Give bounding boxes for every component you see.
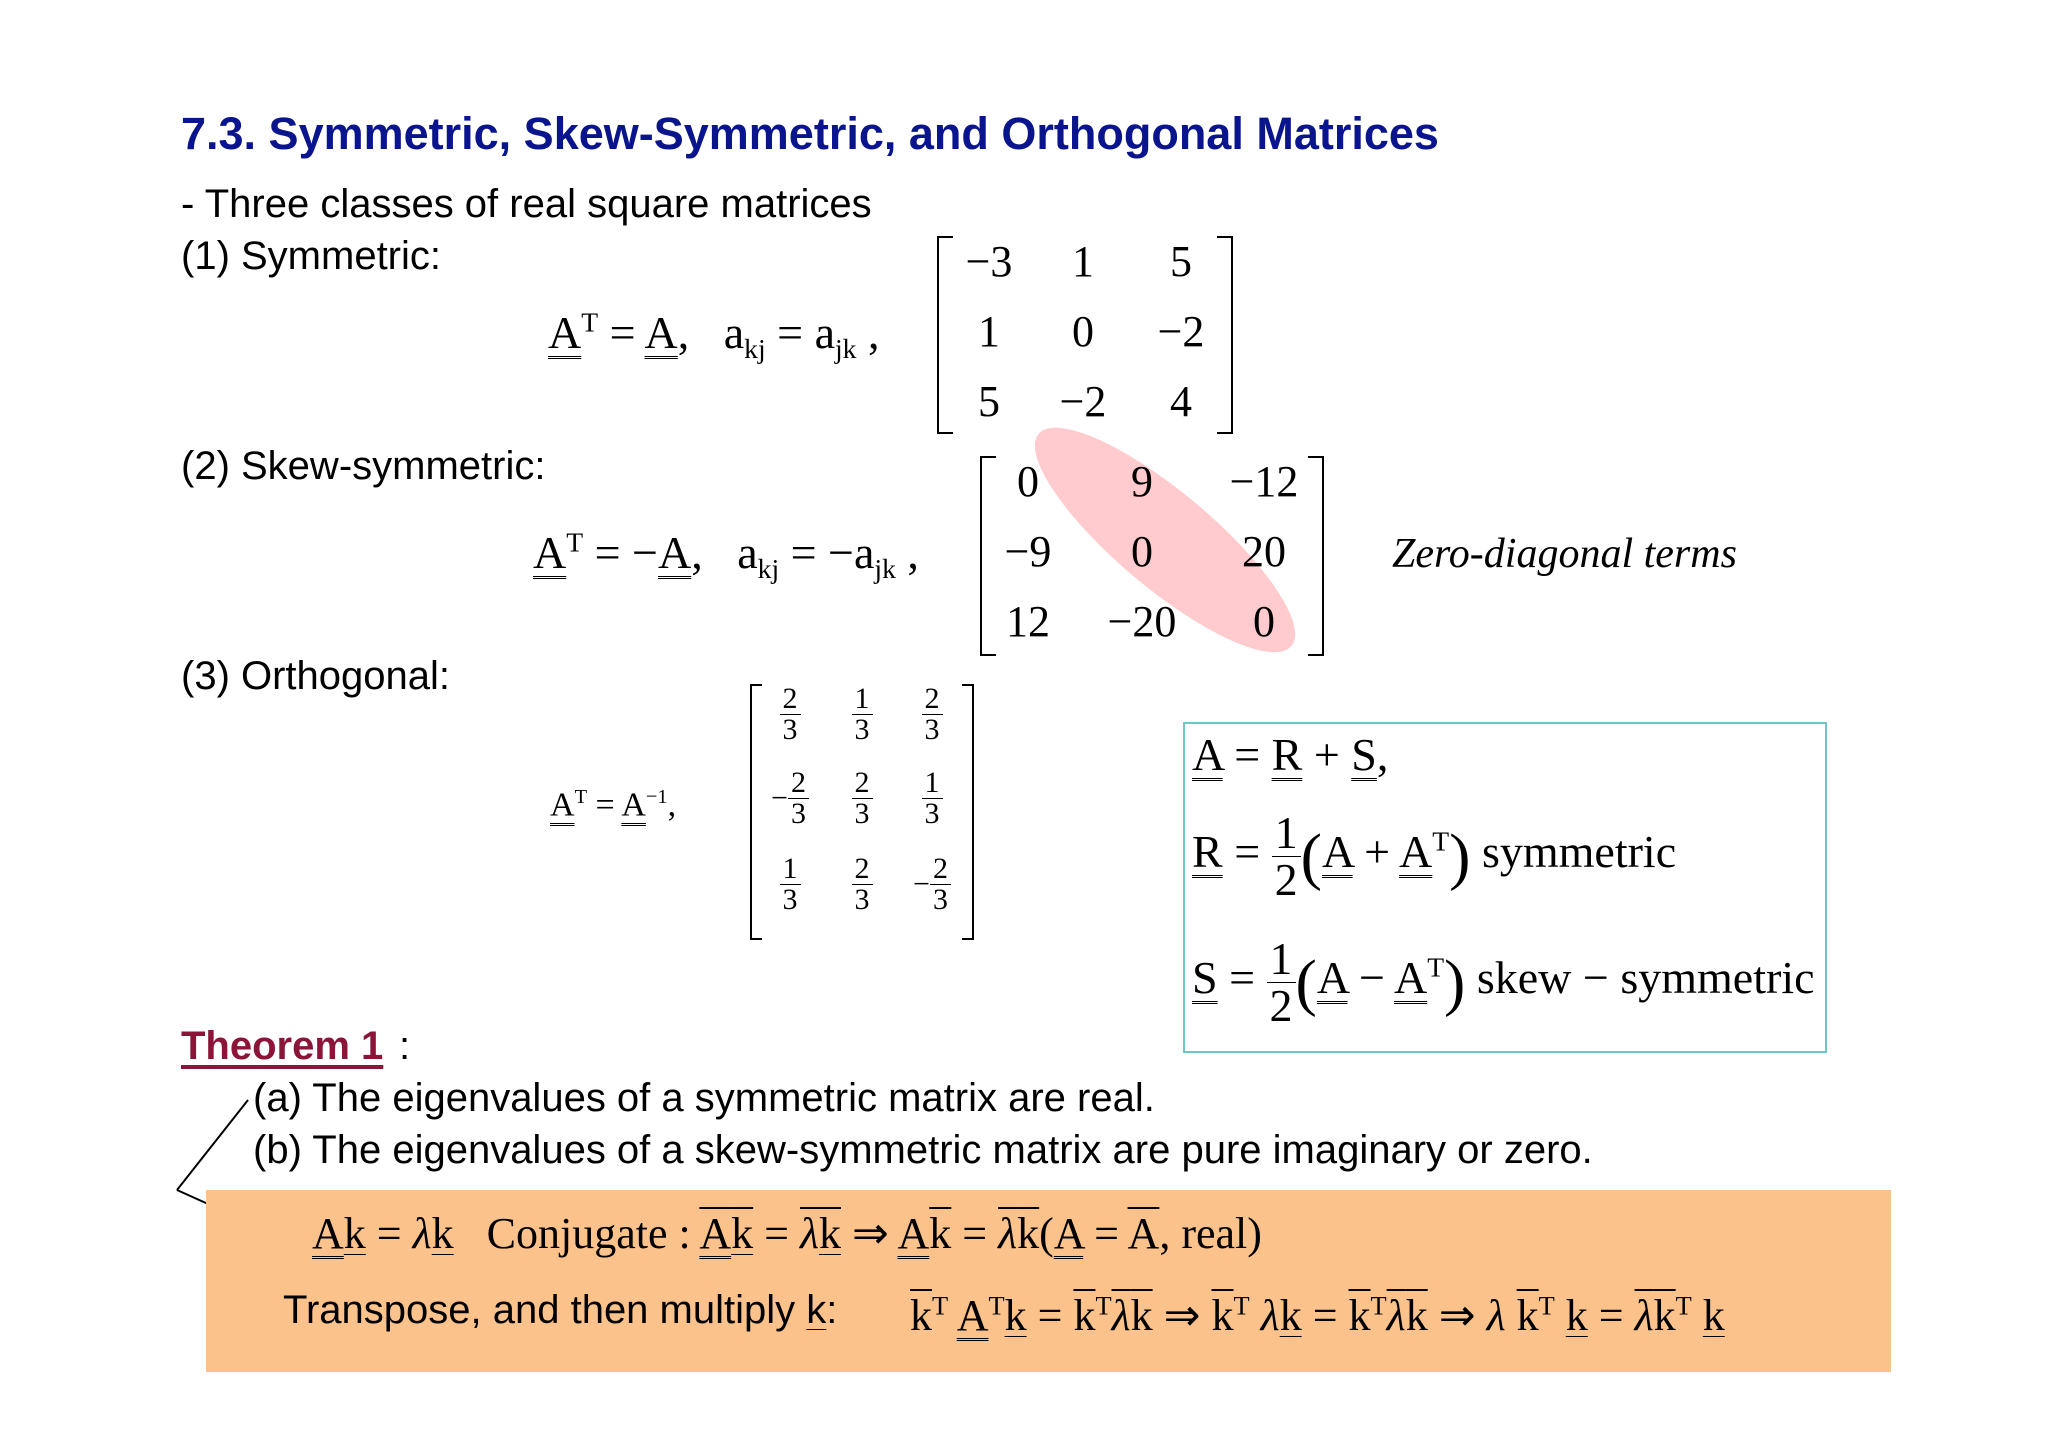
- transpose-var: k: [806, 1288, 827, 1332]
- matrix-cell: −2: [1157, 307, 1205, 356]
- matrix-cell: −2: [1059, 377, 1107, 426]
- matrix-cell: −3: [965, 237, 1013, 286]
- skew-word: skew − symmetric: [1476, 952, 1815, 1004]
- eigen-equation: Ak = λk Conjugate : Ak = λk ⇒ $A\overline{k} = \overline{\lambda}\overline{k}(A = \overline{A}$, real): [312, 1209, 1262, 1258]
- matrix-cell: 20: [1242, 527, 1286, 576]
- skew-label: (2) Skew-symmetric:: [181, 444, 546, 488]
- matrix-cell: $\frac{2}{3}$: [802, 854, 922, 915]
- matrix-cell: −12: [1229, 457, 1299, 506]
- matrix-cell: $\frac{1}{3}$: [730, 854, 850, 915]
- matrix-cell: $\frac{2}{3}$: [730, 684, 850, 745]
- transpose-colon: :: [826, 1288, 838, 1332]
- matrix-cell: $\frac{1}{3}$: [802, 684, 922, 745]
- matrix-cell: $\frac{1}{3}$: [872, 768, 992, 829]
- orthogonal-label: (3) Orthogonal:: [181, 654, 451, 698]
- skew-definition: $A^T = -A$, $a_{kj} = -a_{jk}$ ,: [533, 526, 919, 585]
- transpose-line: [283, 1288, 837, 1333]
- theorem-part-a: (a) The eigenvalues of a symmetric matrix are real.: [253, 1076, 1155, 1120]
- symmetric-label: (1) Symmetric:: [181, 234, 441, 278]
- page-title: 7.3. Symmetric, Skew-Symmetric, and Orthogonal Matrices: [181, 108, 1439, 159]
- matrix-cell: 5: [978, 377, 1000, 426]
- theorem-heading-text: Theorem 1: [181, 1024, 384, 1068]
- matrix-cell: 1: [978, 307, 1000, 356]
- matrix-cell: 5: [1170, 237, 1192, 286]
- real-word: real): [1181, 1209, 1262, 1258]
- matrix-cell: $\frac{2}{3}$: [872, 684, 992, 745]
- matrix-cell: $\frac{2}{3}$: [802, 768, 922, 829]
- skew-part: S = $\frac{1}{2}$ $(A - A^T)$ skew − symmetric: [1192, 933, 1815, 1031]
- orthogonal-matrix: [750, 684, 974, 940]
- intro-text: - Three classes of real square matrices: [181, 182, 872, 226]
- symmetric-word: symmetric: [1481, 826, 1677, 878]
- transpose-derivation: $\overline{k}^T$ $A^Tk = \overline{k}^T\overline{\lambda}\overline{k}$ ⇒ $\overline{k}^T$ $\lambda k = \overline{k}^T\overline{\lambda}\overline{k}$ ⇒ λ $\overline{k}^T$ $k = \overline{\lambda}\overline{k}^T$ k: [910, 1290, 1725, 1340]
- symmetric-definition: $A^T = A$, $a_{kj} = a_{jk}$ ,: [548, 306, 880, 365]
- orthogonal-definition: $A^T = A^{-1}$,: [550, 786, 677, 824]
- skew-matrix: [980, 456, 1324, 656]
- theorem-heading: [181, 1024, 383, 1069]
- symmetric-matrix: [937, 236, 1233, 434]
- theorem-part-b: (b) The eigenvalues of a skew-symmetric matrix are pure imaginary or zero.: [253, 1128, 1593, 1172]
- matrix-cell: −20: [1107, 597, 1177, 646]
- matrix-cell: − $\frac{2}{3}$: [730, 768, 850, 829]
- matrix-cell: 0: [1017, 457, 1039, 506]
- matrix-cell: 1: [1072, 237, 1094, 286]
- decomposition-sum: A = R + S,: [1192, 729, 1389, 780]
- zero-diagonal-note: Zero-diagonal terms: [1392, 531, 1737, 577]
- transpose-text: Transpose, and then multiply: [283, 1288, 796, 1332]
- matrix-cell: 0: [1253, 597, 1275, 646]
- matrix-cell: 0: [1131, 527, 1153, 576]
- conjugate-label: Conjugate :: [486, 1209, 691, 1258]
- matrix-cell: 0: [1072, 307, 1094, 356]
- matrix-cell: 12: [1006, 597, 1050, 646]
- matrix-cell: −9: [1004, 527, 1052, 576]
- symmetric-part: R = $\frac{1}{2}$ $(A + A^T)$ symmetric: [1192, 807, 1677, 905]
- theorem-colon: :: [399, 1024, 411, 1068]
- matrix-cell: − $\frac{2}{3}$: [872, 854, 992, 915]
- matrix-cell: 9: [1131, 457, 1153, 506]
- matrix-cell: 4: [1170, 377, 1192, 426]
